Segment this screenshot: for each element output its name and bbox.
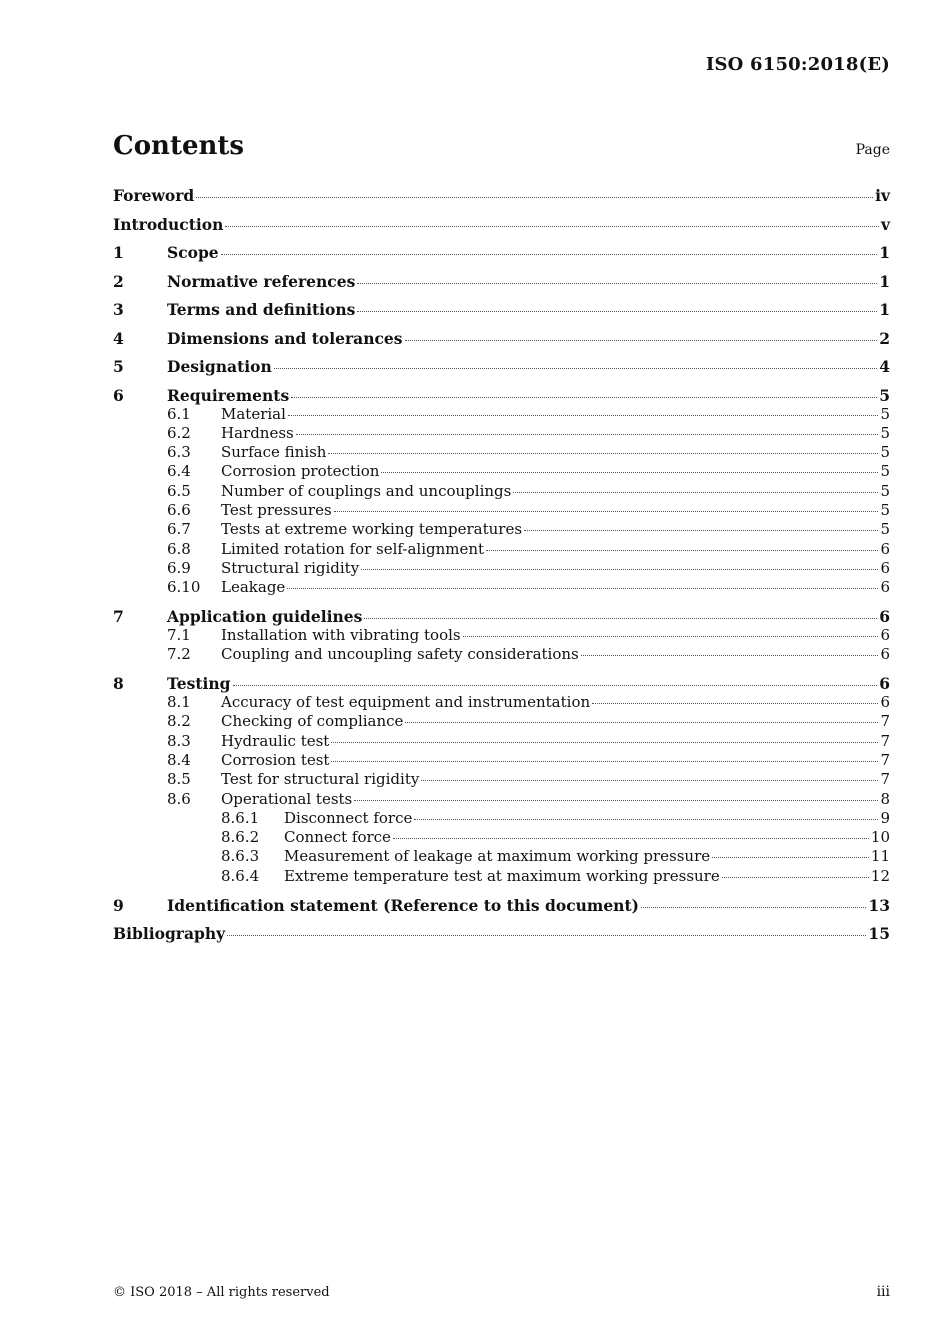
toc-entry-page[interactable]: 1 <box>879 243 890 262</box>
toc-entry-number: 8.6 <box>167 789 191 808</box>
page-column-label: Page <box>855 142 890 158</box>
toc-entry[interactable] <box>113 924 890 943</box>
toc-entry-title[interactable]: Installation with vibrating tools <box>221 625 461 644</box>
toc-entry-page[interactable]: 5 <box>880 520 890 539</box>
toc-entry[interactable] <box>113 300 890 319</box>
toc-entry-title[interactable]: Material <box>221 404 286 423</box>
toc-entry-number: 7.2 <box>167 645 191 664</box>
dot-leader <box>196 197 873 198</box>
toc-entry[interactable] <box>113 770 890 789</box>
toc-entry[interactable] <box>113 607 890 626</box>
toc-entry[interactable] <box>113 186 890 205</box>
dot-leader <box>291 397 877 398</box>
dot-leader <box>354 800 878 801</box>
toc-entry-page[interactable]: iv <box>875 186 890 205</box>
toc-entry-title[interactable]: Number of couplings and uncouplings <box>221 481 512 500</box>
toc-entry-title[interactable]: Leakage <box>221 578 286 597</box>
toc-entry-title[interactable]: Scope <box>167 243 219 262</box>
dot-leader <box>288 415 879 416</box>
toc-entry-page[interactable]: 6 <box>880 539 890 558</box>
toc-entry-page[interactable]: 7 <box>880 731 890 750</box>
toc-entry[interactable] <box>113 896 890 915</box>
dot-leader <box>592 703 878 704</box>
toc-entry[interactable] <box>113 751 890 770</box>
toc-entry-title[interactable]: Terms and definitions <box>167 300 356 319</box>
toc-entry-page[interactable]: 9 <box>880 808 890 827</box>
toc-entry-title[interactable]: Surface finish <box>221 443 327 462</box>
page-title: Contents <box>113 131 245 161</box>
toc-entry-title[interactable]: Accuracy of test equipment and instrumentation <box>221 693 591 712</box>
toc-entry[interactable] <box>113 578 890 597</box>
toc-entry-page[interactable]: 7 <box>880 770 890 789</box>
dot-leader <box>328 453 878 454</box>
toc-entry[interactable] <box>113 645 890 664</box>
dot-leader <box>513 492 878 493</box>
dot-leader <box>357 311 877 312</box>
toc-entry[interactable] <box>113 443 890 462</box>
dot-leader <box>296 434 879 435</box>
dot-leader <box>331 742 878 743</box>
toc-entry-page[interactable]: 5 <box>880 481 890 500</box>
toc-entry-number: 6.2 <box>167 423 191 442</box>
toc-entry-title[interactable]: Designation <box>167 357 272 376</box>
toc-entry[interactable] <box>113 462 890 481</box>
toc-entry[interactable] <box>113 243 890 262</box>
toc-entry-title[interactable]: Disconnect force <box>284 808 413 827</box>
toc-entry-number: 8.6.4 <box>221 866 260 885</box>
toc-entry-page[interactable]: 7 <box>880 712 890 731</box>
toc-entry-title[interactable]: Measurement of leakage at maximum working pressure <box>284 847 711 866</box>
toc-entry[interactable] <box>113 828 890 847</box>
dot-leader <box>393 838 869 839</box>
toc-entry-number: 6.7 <box>167 520 191 539</box>
toc-entry-page[interactable]: 6 <box>880 558 890 577</box>
page-number: iii <box>876 1284 890 1300</box>
toc-entry-title[interactable]: Test for structural rigidity <box>221 770 420 789</box>
toc-entry-title[interactable]: Bibliography <box>113 924 226 944</box>
toc-entry-title[interactable]: Introduction <box>113 214 224 234</box>
toc-entry-title[interactable]: Dimensions and tolerances <box>167 328 403 348</box>
toc-entry-number: 9 <box>113 895 124 915</box>
dot-leader <box>287 588 878 589</box>
toc-entry[interactable] <box>113 674 890 693</box>
dot-leader <box>486 550 878 551</box>
toc-entry-number: 6.4 <box>167 462 191 481</box>
toc-entry-number: 7.1 <box>167 625 191 644</box>
toc-entry[interactable] <box>113 501 890 520</box>
toc-entry-page[interactable]: 6 <box>879 674 890 694</box>
toc-entry-number: 6.8 <box>167 539 191 558</box>
dot-leader <box>227 935 866 936</box>
dot-leader <box>421 780 878 781</box>
dot-leader <box>414 819 878 820</box>
dot-leader <box>225 226 879 227</box>
toc-entry[interactable] <box>113 329 890 348</box>
dot-leader <box>364 618 877 619</box>
toc-entry-title[interactable]: Foreword <box>113 186 195 205</box>
dot-leader <box>221 254 878 255</box>
toc-entry-page[interactable]: 2 <box>879 328 890 348</box>
dot-leader <box>463 636 879 637</box>
toc-entry-title[interactable]: Hardness <box>221 423 294 442</box>
dot-leader <box>722 877 869 878</box>
dot-leader <box>274 368 877 369</box>
toc-entry[interactable] <box>113 272 890 291</box>
toc-entry-page[interactable]: 6 <box>880 625 890 644</box>
dot-leader <box>334 511 879 512</box>
toc-entry-number: 8.4 <box>167 750 191 769</box>
toc-entry-title[interactable]: Limited rotation for self-alignment <box>221 539 485 558</box>
toc-entry[interactable] <box>113 790 890 809</box>
toc-entry-number: 8 <box>113 674 124 694</box>
table-of-contents <box>113 186 890 943</box>
toc-entry-page[interactable]: 10 <box>870 828 890 847</box>
dot-leader <box>381 472 878 473</box>
toc-entry-page[interactable]: 5 <box>880 462 890 481</box>
toc-entry-page[interactable]: 5 <box>880 500 890 519</box>
toc-entry-number: 8.1 <box>167 693 191 712</box>
toc-entry[interactable] <box>113 405 890 424</box>
toc-entry-page[interactable]: 11 <box>870 847 890 866</box>
toc-entry-title[interactable]: Test pressures <box>221 500 332 519</box>
toc-entry-page[interactable]: 4 <box>879 357 890 376</box>
toc-entry-number: 6.9 <box>167 558 191 577</box>
toc-entry[interactable] <box>113 847 890 866</box>
toc-entry-number: 1 <box>113 243 124 262</box>
toc-entry[interactable] <box>113 559 890 578</box>
dot-leader <box>641 907 866 908</box>
toc-entry-number: 7 <box>113 606 124 626</box>
toc-entry-page[interactable]: 5 <box>879 385 890 405</box>
toc-entry-page[interactable]: v <box>880 214 890 234</box>
toc-entry-title[interactable]: Hydraulic test <box>221 731 330 750</box>
toc-entry-title[interactable]: Checking of compliance <box>221 712 404 731</box>
toc-entry[interactable] <box>113 357 890 376</box>
toc-entry[interactable] <box>113 520 890 539</box>
toc-entry[interactable] <box>113 732 890 751</box>
toc-entry[interactable] <box>113 540 890 559</box>
toc-entry-page[interactable]: 1 <box>879 300 890 319</box>
toc-entry-title[interactable]: Tests at extreme working temperatures <box>221 520 523 539</box>
toc-entry[interactable] <box>113 693 890 712</box>
dot-leader <box>331 761 878 762</box>
dot-leader <box>524 530 878 531</box>
dot-leader <box>405 722 878 723</box>
toc-entry-number: 6 <box>113 385 124 405</box>
toc-entry-title[interactable]: Application guidelines <box>167 606 363 626</box>
toc-entry-number: 8.6.3 <box>221 847 260 866</box>
toc-entry-title[interactable]: Normative references <box>167 271 356 291</box>
toc-entry-number: 4 <box>113 328 124 348</box>
toc-entry-page[interactable]: 6 <box>879 606 890 626</box>
toc-entry[interactable] <box>113 386 890 405</box>
copyright-notice: © ISO 2018 – All rights reserved <box>113 1285 330 1300</box>
toc-entry-page[interactable]: 1 <box>879 271 890 291</box>
toc-entry-number: 6.3 <box>167 443 191 462</box>
toc-entry-page[interactable]: 7 <box>880 750 890 769</box>
toc-entry-title[interactable]: Testing <box>167 674 231 694</box>
toc-entry-number: 6.5 <box>167 481 191 500</box>
document-identifier: ISO 6150:2018(E) <box>705 54 890 75</box>
toc-entry[interactable] <box>113 867 890 886</box>
toc-entry-number: 6.6 <box>167 500 191 519</box>
toc-entry-page[interactable]: 12 <box>870 866 890 885</box>
toc-entry-page[interactable]: 6 <box>880 645 890 664</box>
toc-entry-page[interactable]: 13 <box>868 895 890 915</box>
toc-entry-number: 8.6.1 <box>221 808 260 827</box>
toc-entry-page[interactable]: 8 <box>880 789 890 808</box>
toc-entry-title[interactable]: Corrosion protection <box>221 462 380 481</box>
dot-leader <box>712 857 869 858</box>
toc-entry-page[interactable]: 6 <box>880 578 890 597</box>
toc-entry-number: 8.6.2 <box>221 828 260 847</box>
toc-entry-page[interactable]: 15 <box>868 924 890 944</box>
toc-entry-title[interactable]: Connect force <box>284 828 391 847</box>
toc-entry-number: 8.2 <box>167 712 191 731</box>
toc-entry-title[interactable]: Identification statement (Reference to this document) <box>167 895 639 915</box>
toc-entry-page[interactable]: 5 <box>880 404 890 423</box>
toc-entry[interactable] <box>113 626 890 645</box>
dot-leader <box>405 340 878 341</box>
toc-entry-number: 6.10 <box>167 578 201 597</box>
toc-entry-number: 8.3 <box>167 731 191 750</box>
toc-entry-page[interactable]: 5 <box>880 423 890 442</box>
dot-leader <box>581 655 879 656</box>
toc-entry[interactable] <box>113 712 890 731</box>
toc-entry[interactable] <box>113 482 890 501</box>
toc-entry-page[interactable]: 5 <box>880 443 890 462</box>
toc-entry-number: 5 <box>113 357 124 376</box>
dot-leader <box>233 685 878 686</box>
toc-entry-title[interactable]: Requirements <box>167 385 290 405</box>
toc-entry-page[interactable]: 6 <box>880 693 890 712</box>
dot-leader <box>361 569 878 570</box>
toc-entry[interactable] <box>113 424 890 443</box>
toc-entry-title[interactable]: Structural rigidity <box>221 558 360 577</box>
toc-entry-title[interactable]: Operational tests <box>221 789 353 808</box>
toc-entry[interactable] <box>113 809 890 828</box>
toc-entry[interactable] <box>113 215 890 234</box>
toc-entry-number: 3 <box>113 300 124 319</box>
toc-entry-title[interactable]: Coupling and uncoupling safety considerations <box>221 645 579 664</box>
dot-leader <box>357 283 877 284</box>
toc-entry-number: 6.1 <box>167 404 191 423</box>
toc-entry-title[interactable]: Corrosion test <box>221 750 330 769</box>
toc-entry-title[interactable]: Extreme temperature test at maximum working pressure <box>284 866 720 885</box>
toc-entry-number: 2 <box>113 271 124 291</box>
toc-entry-number: 8.5 <box>167 770 191 789</box>
